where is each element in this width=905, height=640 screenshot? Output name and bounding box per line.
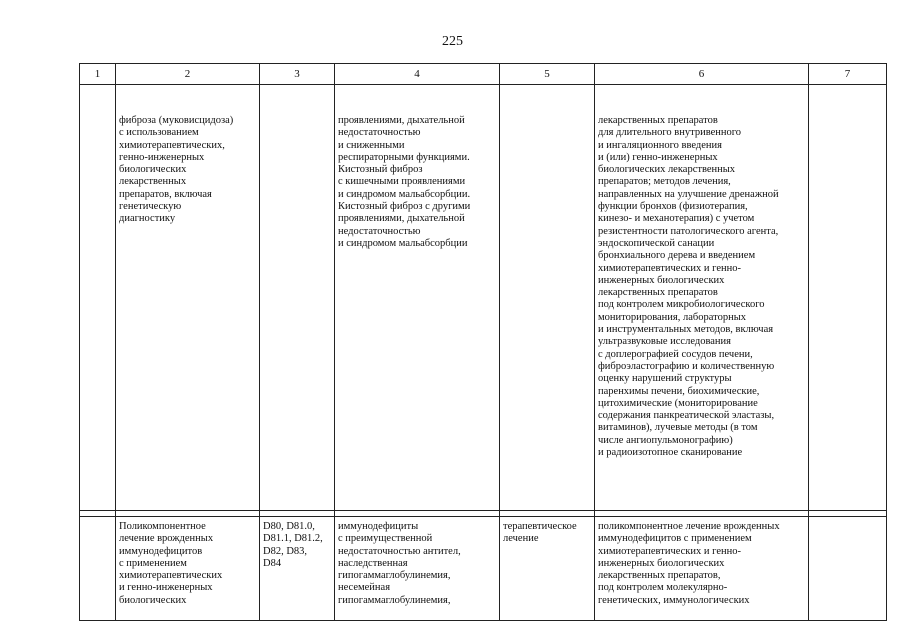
- table-cell: [809, 85, 887, 511]
- page-number: 225: [442, 34, 463, 49]
- table-cell-treatment-type: [500, 85, 595, 511]
- col-header-2: 2: [116, 64, 260, 85]
- table-cell-patient-model: иммунодефициты с преимущественной недостаточностью антител, наследственная гипогаммаглобулинемия, несемейная гипогаммаглобулинемия,: [335, 517, 500, 621]
- col-header-5: 5: [500, 64, 595, 85]
- table-row: [80, 517, 887, 621]
- table-cell: [80, 85, 116, 511]
- table-row: [80, 85, 887, 511]
- medical-care-table: [79, 63, 887, 621]
- table-cell-treatment-name: фиброза (муковисцидоза) с использованием химиотерапевтических, генно-инженерных биологических лекарственных препаратов, включая генетическую диагностику: [116, 85, 260, 511]
- table-cell-icd-codes: [260, 85, 335, 511]
- col-header-7: 7: [809, 64, 887, 85]
- table-cell-icd-codes: D80, D81.0, D81.1, D81.2, D82, D83, D84: [260, 517, 335, 621]
- table-cell-treatment-name: Поликомпонентное лечение врожденных иммунодефицитов с применением химиотерапевтических и генно-инженерных биологических: [116, 517, 260, 621]
- table-cell-patient-model: проявлениями, дыхательной недостаточностью и сниженными респираторными функциями. Кистозный фиброз с кишечными проявлениями и синдромом мальабсорбции. Кистозный фиброз с другими проявлениями, дыхательной недостаточностью и синдромом мальабсорбции: [335, 85, 500, 511]
- table-cell: [809, 517, 887, 621]
- col-header-4: 4: [335, 64, 500, 85]
- table-cell: [80, 517, 116, 621]
- col-header-6: 6: [595, 64, 809, 85]
- table-cell-treatment-type: терапевтическое лечение: [500, 517, 595, 621]
- header-row: [80, 64, 887, 85]
- col-header-1: 1: [80, 64, 116, 85]
- table-cell-treatment-method: поликомпонентное лечение врожденных иммунодефицитов с применением химиотерапевтических и генно- инженерных биологических лекарственных препаратов, под контролем молекулярно- генетических, иммунологических: [595, 517, 809, 621]
- col-header-3: 3: [260, 64, 335, 85]
- table-cell-treatment-method: лекарственных препаратов для длительного внутривенного и ингаляционного введения и (или) генно-инженерных биологических лекарственных препаратов; методов лечения, направленных на улучшение дренажной функции бронхов (физиотерапия, кинезо- и механотерапия) с учетом резистентности патологического агента, эндоскопической санации бронхиального дерева и введением химиотерапевтических и генно- инженерных биологических лекарственных препаратов под контролем микробиологического мониторирования, лабораторных и инструментальных методов, включая ультразвуковые исследования с доплерографией сосудов печени, фиброэластографию и количественную оценку нарушений структуры паренхимы печени, биохимические, цитохимические (мониторирование содержания панкреатической эластазы, витаминов), лучевые методы (в том числе ангиопульмонографию) и радиоизотопное сканирование: [595, 85, 809, 511]
